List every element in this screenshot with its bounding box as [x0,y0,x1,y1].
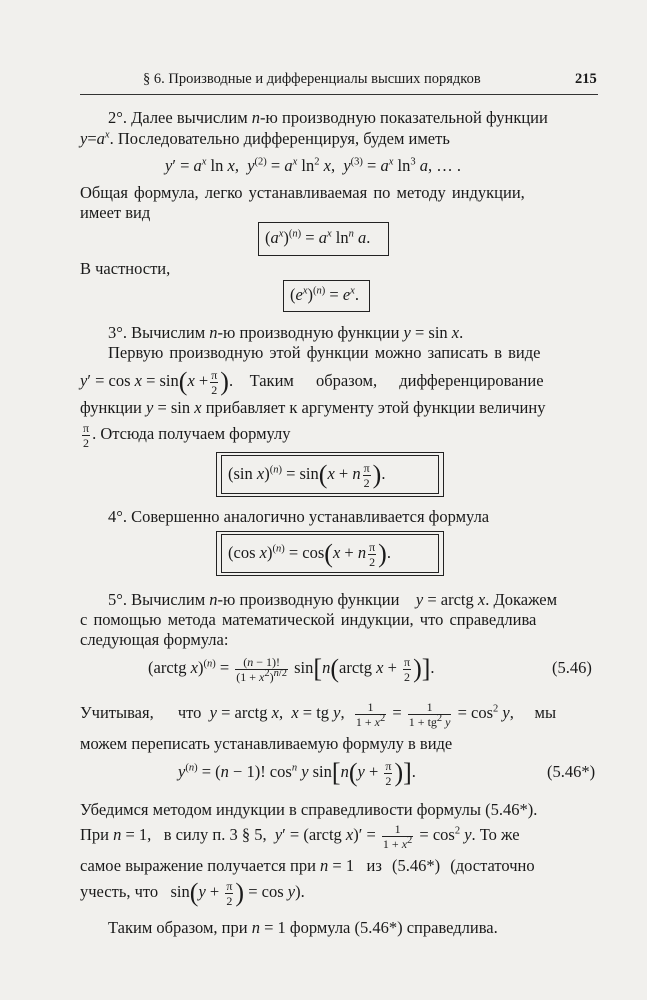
p2-line5: имеет вид [80,203,151,222]
p3-line3: y′ = cos x = sin(x + $\frac{\pi}{2}$ ). Таким образом, дифференцирование [80,367,544,397]
p3-line2: Первую производную этой функции можно записать в виде [108,343,541,362]
formula-5-46: (arctg x)$^{(n)}$ = $\frac{(n - 1)!}{(1 + x^2)^{n/2}}$ sin[n(arctg x + $\frac{\pi}{2}$ )]. [148,654,435,684]
p6-line4: учесть, что sin(y + $\frac{\pi}{2}$ ) = cos y). [80,878,305,908]
formula-exp-a: $(a^x)^{(n)} = a^x$ $\ln^n a$. [265,228,371,247]
formula-cos: (cos x)$^{(n)}$ = cos(x + n $\frac{\pi}{2}$ ). [228,539,391,569]
running-header: § 6. Производные и дифференциалы высших порядков [143,71,481,87]
p5-line5: можем переписать устанавливаемую формулу в виде [80,734,453,753]
p6-line2: При n = 1, в силу п. 3 § 5, y′ = (arctg x)′ = $\frac{1}{1 + x^2}$ = $\cos^2 y$. То же [80,821,520,851]
p5-line4: Учитывая, что y = arctg x, x = tg y, $\frac{1}{1 + x^2}$ = $\frac{1}{1 + tg^2 y}$ = $\cos^2 y$, мы [80,699,557,729]
p5-line1: 5°. Вычислим n-ю производную функции y = arctg x. Докажем [108,590,558,609]
formula-sin: (sin x)$^{(n)}$ = sin(x + n $\frac{\pi}{2}$ ). [228,460,386,490]
p3-line4: функции y = sin x прибавляет к аргументу этой функции величину [80,398,546,417]
p5-line2: с помощью метода математической индукции, что справедлива [80,610,537,629]
equation-label-5-46: (5.46) [552,658,592,677]
equation-label-5-46-star: (5.46*) [547,762,596,781]
p2-line6: В частности, [80,259,171,278]
p2-line4: Общая формула, легко устанавливаемая по методу индукции, [80,183,525,202]
p3-line5: $\frac{\pi}{2}$ . Отсюда получаем формулу [83,420,291,450]
page-number: 215 [575,71,597,87]
equation-derivatives-exp: $y' = a^x$ ln x, $y^{(2)} = a^x$ $\ln^2 x$, $y^{(3)} = a^x$ $\ln^3 a$, … . [165,156,461,175]
header-rule [80,94,598,95]
formula-exp-e: $(e^x)^{(n)} = e^x$. [290,285,359,304]
p6-line1: Убедимся методом индукции в справедливости формулы (5.46*). [80,800,538,819]
p3-line1: 3°. Вычислим n-ю производную функции y = sin x. [108,323,464,342]
p2-line2: $y=a^x$. Последовательно дифференцируя, будем иметь [80,129,450,148]
p2-line1: 2°. Далее вычислим n-ю производную показательной функции [108,108,548,127]
formula-5-46-star: $y^{(n)} = (n - 1)$! $\cos^n y$ sin[n(y + $\frac{\pi}{2}$ )]. [178,758,416,788]
p5-line3: следующая формула: [80,630,229,649]
p6-line3: самое выражение получается при n = 1 из (5.46*) (достаточно [80,856,535,875]
p6-line5: Таким образом, при n = 1 формула (5.46*) справедлива. [108,918,498,937]
p4-line1: 4°. Совершенно аналогично устанавливается формула [108,507,490,526]
